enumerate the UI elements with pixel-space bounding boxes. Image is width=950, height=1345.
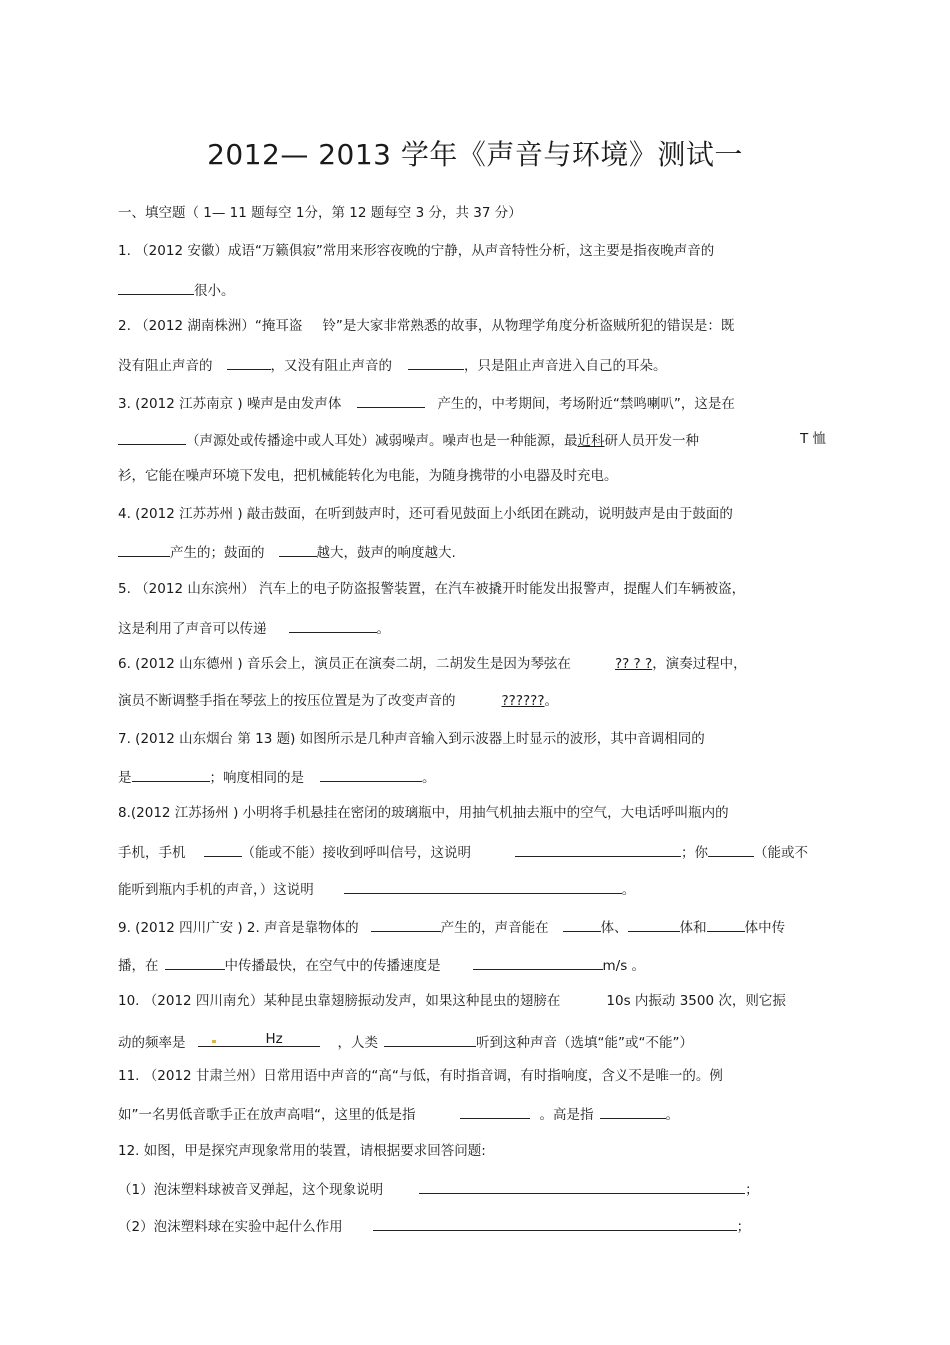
q8-line2: 手机，手机 （能或不能）接收到呼叫信号，这说明 ；你 （能或不	[118, 842, 808, 862]
answer-blank[interactable]	[628, 917, 680, 932]
q8-line1: 8.(2012 江苏扬州 ) 小明将手机悬挂在密闭的玻璃瓶中，用抽气机抽去瓶中的空气，大电话呼叫瓶内的	[118, 805, 729, 821]
answer-blank[interactable]	[357, 393, 425, 408]
q7-line2: 是 ；响度相同的是 。	[118, 767, 436, 787]
answer-blank[interactable]	[460, 1104, 530, 1119]
answer-blank[interactable]	[118, 430, 186, 445]
q1-line2: 很小。	[118, 280, 235, 300]
q3-line2-end: T 恤	[800, 431, 827, 447]
q2-line1: 2. （2012 湖南株洲）“掩耳盗 铃”是大家非常熟悉的故事，从物理学角度分析盗贼所犯的错误是：既	[118, 318, 735, 334]
q12-sub1: （1）泡沫塑料球被音叉弹起，这个现象说明 ；	[118, 1179, 759, 1199]
q9-line2: 播，在 中传播最快，在空气中的传播速度是 m/s 。	[118, 955, 645, 975]
answer-blank[interactable]	[118, 280, 194, 295]
answer-blank[interactable]	[118, 542, 170, 557]
q10-line2: 动的频率是 Hz ，人类 听到这种声音（选填“能”或“不能”）	[118, 1031, 693, 1051]
answer-blank[interactable]	[204, 842, 242, 857]
answer-blank[interactable]	[289, 618, 377, 633]
answer-blank[interactable]	[165, 955, 225, 970]
answer-blank[interactable]	[707, 917, 745, 932]
answer-blank[interactable]	[279, 542, 317, 557]
page-title: 2012— 2013 学年《声音与环境》测试一	[207, 138, 743, 171]
answer-blank[interactable]	[320, 767, 422, 782]
q5-line1: 5. （2012 山东滨州） 汽车上的电子防盗报警装置，在汽车被撬开时能发出报警声，提醒人们车辆被盗，	[118, 581, 746, 597]
q9-line1: 9. (2012 四川广安 ) 2. 声音是靠物体的 产生的，声音能在 体、 体和 体中传	[118, 917, 785, 937]
q3-line3: 衫，它能在噪声环境下发电，把机械能转化为电能，为随身携带的小电器及时充电。	[118, 468, 618, 484]
answer-blank[interactable]	[408, 355, 464, 370]
q3-line1: 3. (2012 江苏南京 ) 噪声是由发声体 产生的，中考期间，考场附近“禁鸣喇叭”，这是在	[118, 393, 735, 413]
answer-blank[interactable]	[344, 879, 622, 894]
answer-blank[interactable]	[384, 1032, 476, 1047]
q1-line1: 1. （2012 安徽）成语“万籁俱寂”常用来形容夜晚的宁静，从声音特性分析，这主要是指夜晚声音的	[118, 243, 715, 259]
answer-blank[interactable]	[473, 955, 603, 970]
q7-line1: 7. (2012 山东烟台 第 13 题) 如图所示是几种声音输入到示波器上时显示的波形，其中音调相同的	[118, 731, 705, 747]
q12-sub2: （2）泡沫塑料球在实验中起什么作用 ；	[118, 1216, 750, 1236]
q4-line2: 产生的；鼓面的 越大，鼓声的响度越大.	[118, 542, 456, 562]
answer-blank[interactable]	[371, 917, 441, 932]
answer-blank[interactable]	[227, 355, 271, 370]
q10-line1: 10. （2012 四川南允）某种昆虫靠翅膀振动发声，如果这种昆虫的翅膀在 10s 内振动 3500 次，则它振	[118, 993, 786, 1009]
q11-line2: 如”一名男低音歌手正在放声高唱“，这里的低是指 。高是指 。	[118, 1104, 679, 1124]
q6-line2: 演员不断调整手指在琴弦上的按压位置是为了改变声音的 ??????。	[118, 693, 558, 709]
q11-line1: 11. （2012 甘肃兰州）日常用语中声音的“高“与低，有时指音调，有时指响度，含义不是唯一的。例	[118, 1068, 723, 1084]
answer-blank[interactable]	[132, 767, 210, 782]
answer-blank[interactable]	[515, 842, 681, 857]
q2-line2: 没有阻止声音的 ，又没有阻止声音的 ，只是阻止声音进入自己的耳朵。	[118, 355, 667, 375]
q12-line1: 12. 如图，甲是探究声现象常用的装置，请根据要求回答问题:	[118, 1143, 486, 1159]
ink-mark	[212, 1040, 216, 1043]
answer-blank[interactable]	[600, 1104, 666, 1119]
q4-line1: 4. (2012 江苏苏州 ) 敲击鼓面，在听到鼓声时，还可看见鼓面上小纸团在跳动，说明鼓声是由于鼓面的	[118, 506, 733, 522]
answer-blank[interactable]	[419, 1179, 745, 1194]
q8-line3: 能听到瓶内手机的声音，）这说明 。	[118, 879, 635, 899]
q5-line2: 这是利用了声音可以传递 。	[118, 618, 390, 638]
q6-line1: 6. (2012 山东德州 ) 音乐会上，演员正在演奏二胡，二胡发生是因为琴弦在 ?? ? ?，演奏过程中，	[118, 656, 747, 672]
answer-blank[interactable]	[563, 917, 601, 932]
q3-line2: （声源处或传播途中或人耳处）减弱噪声。噪声也是一种能源，最近科研人员开发一种	[118, 430, 699, 450]
answer-blank[interactable]: Hz	[198, 1030, 320, 1047]
answer-blank[interactable]	[373, 1216, 737, 1231]
answer-blank[interactable]	[708, 842, 754, 857]
section-heading: 一、填空题（ 1— 11 题每空 1分，第 12 题每空 3 分，共 37 分）	[118, 205, 522, 221]
